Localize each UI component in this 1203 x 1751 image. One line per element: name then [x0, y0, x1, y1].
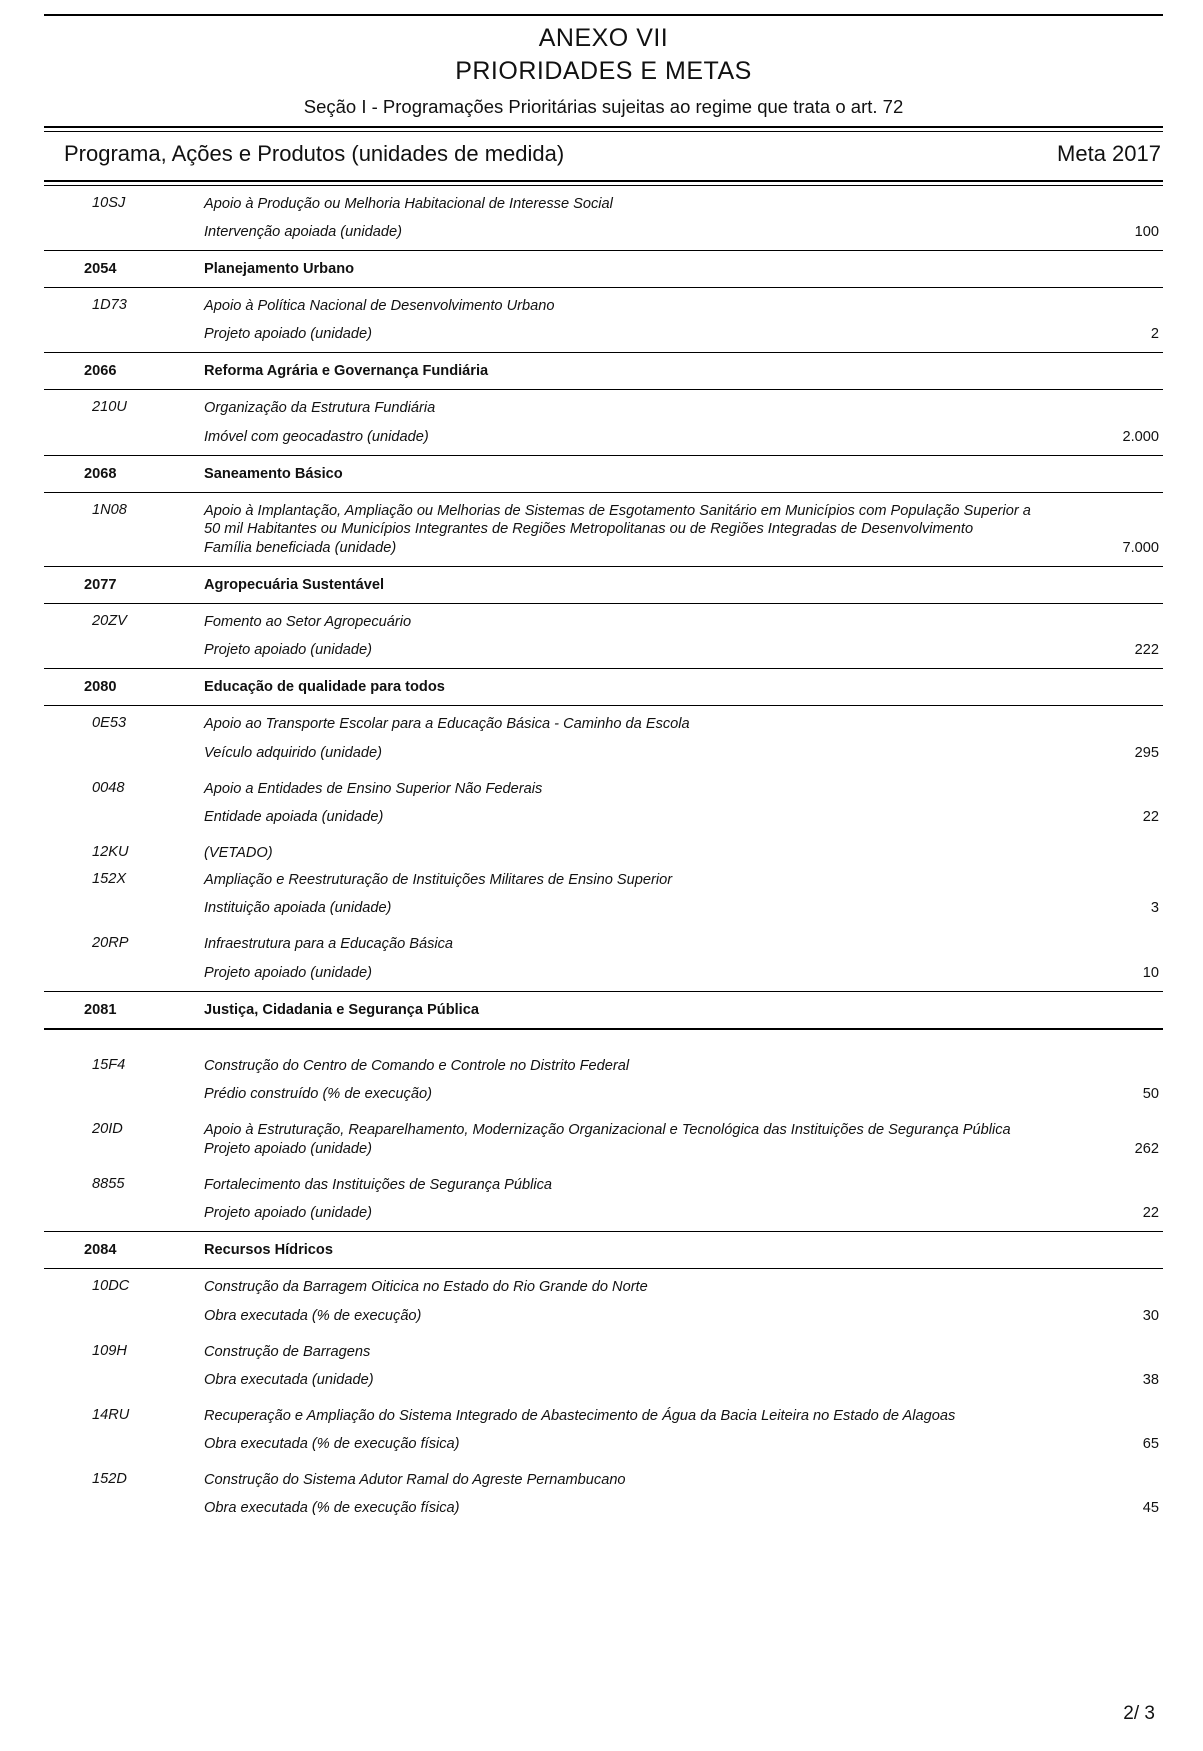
program-code: 2077: [84, 577, 117, 594]
program-row: [44, 1232, 1163, 1269]
product-label: Projeto apoiado (unidade): [204, 1141, 372, 1158]
action-code: 8855: [92, 1176, 125, 1193]
action-row: [44, 288, 1163, 316]
action-code: 20ID: [92, 1120, 123, 1137]
program-name: Planejamento Urbano: [204, 261, 355, 278]
product-label: Projeto apoiado (unidade): [204, 642, 372, 659]
product-label: Intervenção apoiada (unidade): [204, 224, 402, 241]
action-title: Ampliação e Reestruturação de Instituições Militares de Ensino Superior: [204, 872, 673, 889]
action-row: [44, 771, 1163, 798]
product-row: [44, 1489, 1163, 1526]
action-meta-blank: [1039, 492, 1163, 538]
program-name: Saneamento Básico: [204, 465, 343, 482]
action-meta-blank: [1039, 1167, 1163, 1194]
action-row: [44, 835, 1163, 862]
product-meta: 10: [1142, 964, 1159, 981]
action-row: [44, 1462, 1163, 1489]
product-meta: 262: [1134, 1141, 1159, 1158]
action-code: 0048: [92, 779, 125, 796]
action-code: 20ZV: [92, 613, 127, 630]
action-row: [44, 390, 1163, 418]
action-title: Apoio à Estruturação, Reaparelhamento, Modernização Organizacional e Tecnológica das Instituições de Segurança Pública: [204, 1121, 1011, 1138]
action-row: [44, 1269, 1163, 1297]
product-row: [44, 889, 1163, 926]
action-code: 152X: [92, 871, 127, 888]
action-code: 10SJ: [92, 195, 126, 211]
product-code-blank: [44, 1425, 204, 1462]
product-label: Projeto apoiado (unidade): [204, 326, 372, 343]
action-title: Fortalecimento das Instituições de Segurança Pública: [204, 1177, 553, 1194]
program-meta: [1039, 567, 1163, 604]
action-title: Construção do Centro de Comando e Controle no Distrito Federal: [204, 1057, 630, 1074]
product-meta: 2.000: [1122, 428, 1159, 445]
action-meta-blank: [1039, 706, 1163, 734]
action-code: 10DC: [92, 1278, 130, 1295]
program-code: 2054: [84, 261, 117, 278]
action-meta-blank: [1039, 1398, 1163, 1425]
program-code: 2084: [84, 1242, 117, 1259]
product-code-blank: [44, 734, 204, 771]
program-row: [44, 669, 1163, 706]
program-row: [44, 991, 1163, 1028]
page-subtitle: PRIORIDADES E METAS: [455, 57, 752, 85]
product-label: Veículo adquirido (unidade): [204, 744, 382, 761]
program-meta: [1039, 1232, 1163, 1269]
section-title: Seção I - Programações Prioritárias sujeitas ao regime que trata o art. 72: [303, 96, 904, 117]
product-code-blank: [44, 315, 204, 352]
action-row: [44, 186, 1163, 213]
product-code-blank: [44, 538, 204, 566]
product-code-blank: [44, 889, 204, 926]
action-row: [44, 1112, 1163, 1139]
product-label: Entidade apoiada (unidade): [204, 808, 384, 825]
action-meta-blank: [1039, 771, 1163, 798]
product-label: Obra executada (% de execução física): [204, 1500, 460, 1517]
product-code-blank: [44, 1361, 204, 1398]
action-title: Apoio à Produção ou Melhoria Habitacional de Interesse Social: [204, 196, 613, 212]
product-label: Instituição apoiada (unidade): [204, 900, 392, 917]
action-meta-blank: [1039, 1462, 1163, 1489]
action-row: [44, 926, 1163, 953]
action-row: [44, 1048, 1163, 1075]
program-meta: [1039, 251, 1163, 288]
action-meta-blank: [1039, 288, 1163, 316]
program-meta: [1039, 991, 1163, 1028]
product-meta: 45: [1142, 1500, 1159, 1517]
product-code-blank: [44, 631, 204, 668]
product-code-blank: [44, 1194, 204, 1231]
action-title: (VETADO): [204, 844, 273, 861]
program-name: Reforma Agrária e Governança Fundiária: [204, 363, 489, 380]
action-meta-blank: [1039, 1112, 1163, 1139]
action-row: [44, 1334, 1163, 1361]
product-label: Obra executada (% de execução física): [204, 1435, 460, 1452]
action-code: 14RU: [92, 1406, 130, 1423]
product-meta: 7.000: [1122, 540, 1159, 557]
action-row: [44, 1398, 1163, 1425]
product-label: Imóvel com geocadastro (unidade): [204, 428, 429, 445]
product-meta: 222: [1134, 642, 1159, 659]
action-title: Fomento ao Setor Agropecuário: [204, 614, 412, 631]
product-label: Projeto apoiado (unidade): [204, 964, 372, 981]
product-code-blank: [44, 954, 204, 991]
product-meta: 22: [1142, 808, 1159, 825]
product-meta: 2: [1150, 326, 1159, 343]
action-meta-blank: [1039, 604, 1163, 632]
action-title: Construção do Sistema Adutor Ramal do Agreste Pernambucano: [204, 1471, 626, 1488]
product-label: Obra executada (% de execução): [204, 1307, 422, 1324]
program-name: Justiça, Cidadania e Segurança Pública: [204, 1001, 479, 1018]
action-title: Construção da Barragem Oiticica no Estado do Rio Grande do Norte: [204, 1279, 648, 1296]
product-row: [44, 213, 1163, 250]
column-header-right: Meta 2017: [1057, 141, 1161, 166]
product-row: [44, 798, 1163, 835]
document-header: [44, 24, 1163, 118]
product-label: Família beneficiada (unidade): [204, 540, 397, 557]
product-meta: 38: [1142, 1371, 1159, 1388]
program-code: 2068: [84, 465, 117, 482]
action-code: 1D73: [92, 297, 127, 314]
product-label: Projeto apoiado (unidade): [204, 1205, 372, 1222]
program-row: [44, 455, 1163, 492]
program-meta: [1039, 669, 1163, 706]
program-meta: [1039, 353, 1163, 390]
action-code: 210U: [92, 399, 127, 416]
action-title: Apoio ao Transporte Escolar para a Educação Básica - Caminho da Escola: [204, 716, 690, 733]
product-meta: 295: [1134, 744, 1159, 761]
action-meta-blank: [1039, 1269, 1163, 1297]
column-headers: [44, 132, 1163, 176]
product-code-blank: [44, 1297, 204, 1334]
program-name: Agropecuária Sustentável: [204, 577, 385, 594]
action-title: Apoio a Entidades de Ensino Superior Não Federais: [204, 780, 543, 797]
action-meta-blank: [1039, 835, 1163, 862]
product-code-blank: [44, 1489, 204, 1526]
program-row: [44, 251, 1163, 288]
program-code: 2066: [84, 363, 117, 380]
product-row: [44, 1139, 1163, 1167]
action-row: [44, 604, 1163, 632]
page-footer: 2/ 3: [1123, 1703, 1155, 1724]
product-meta: 65: [1142, 1435, 1159, 1452]
program-row: [44, 353, 1163, 390]
program-row: [44, 567, 1163, 604]
action-title: Construção de Barragens: [204, 1343, 371, 1360]
action-code: 0E53: [92, 715, 127, 732]
product-meta: 50: [1142, 1085, 1159, 1102]
product-row: [44, 734, 1163, 771]
product-row: [44, 315, 1163, 352]
program-name: Recursos Hídricos: [204, 1242, 333, 1259]
priorities-table: [44, 186, 1163, 1526]
product-meta: 22: [1142, 1205, 1159, 1222]
action-code: 15F4: [92, 1056, 126, 1073]
product-code-blank: [44, 798, 204, 835]
page-title: ANEXO VII: [538, 24, 669, 52]
product-row: [44, 1361, 1163, 1398]
product-code-blank: [44, 213, 204, 250]
product-label: Obra executada (unidade): [204, 1371, 374, 1388]
product-code-blank: [44, 1139, 204, 1167]
product-row: [44, 538, 1163, 566]
action-row: [44, 862, 1163, 889]
program-meta: [1039, 455, 1163, 492]
action-meta-blank: [1039, 862, 1163, 889]
action-title: Organização da Estrutura Fundiária: [204, 400, 436, 417]
action-code: 109H: [92, 1342, 127, 1359]
product-row: [44, 1297, 1163, 1334]
action-title: Apoio à Política Nacional de Desenvolvimento Urbano: [204, 298, 555, 315]
product-meta: 100: [1134, 224, 1159, 241]
product-row: [44, 1425, 1163, 1462]
product-meta: 3: [1150, 900, 1159, 917]
product-label: Prédio construído (% de execução): [204, 1085, 432, 1102]
product-row: [44, 1194, 1163, 1231]
action-row: [44, 706, 1163, 734]
program-code: 2081: [84, 1001, 117, 1018]
action-meta-blank: [1039, 1048, 1163, 1075]
action-title: Infraestrutura para a Educação Básica: [204, 936, 454, 953]
action-meta-blank: [1039, 390, 1163, 418]
program-code: 2080: [84, 679, 117, 696]
action-code: 152D: [92, 1470, 127, 1487]
action-code: 20RP: [92, 935, 129, 952]
column-header-left: Programa, Ações e Produtos (unidades de medida): [64, 141, 565, 166]
product-row: [44, 954, 1163, 991]
action-code: 12KU: [92, 843, 129, 860]
action-meta-blank: [1039, 1334, 1163, 1361]
table-gap: [44, 1029, 1163, 1048]
action-row: [44, 1167, 1163, 1194]
action-code: 1N08: [92, 501, 127, 518]
action-row: [44, 492, 1163, 538]
action-title: Recuperação e Ampliação do Sistema Integrado de Abastecimento de Água da Bacia Leiteira no Estado de Alagoas: [204, 1407, 956, 1424]
product-row: [44, 1075, 1163, 1112]
product-row: [44, 418, 1163, 455]
program-name: Educação de qualidade para todos: [204, 679, 445, 696]
action-meta-blank: [1039, 186, 1163, 213]
action-meta-blank: [1039, 926, 1163, 953]
product-meta: 30: [1142, 1307, 1159, 1324]
product-row: [44, 631, 1163, 668]
table-body: [44, 186, 1163, 1526]
top-rule: [44, 14, 1163, 16]
product-code-blank: [44, 418, 204, 455]
action-title: Apoio à Implantação, Ampliação ou Melhorias de Sistemas de Esgotamento Sanitário em Municípios com População Superior a 50 mil Habitantes ou Municípios Integrantes de Regiões Metropolitanas ou de Regiões Integradas de Desenvolvimento: [204, 502, 1031, 537]
product-code-blank: [44, 1075, 204, 1112]
